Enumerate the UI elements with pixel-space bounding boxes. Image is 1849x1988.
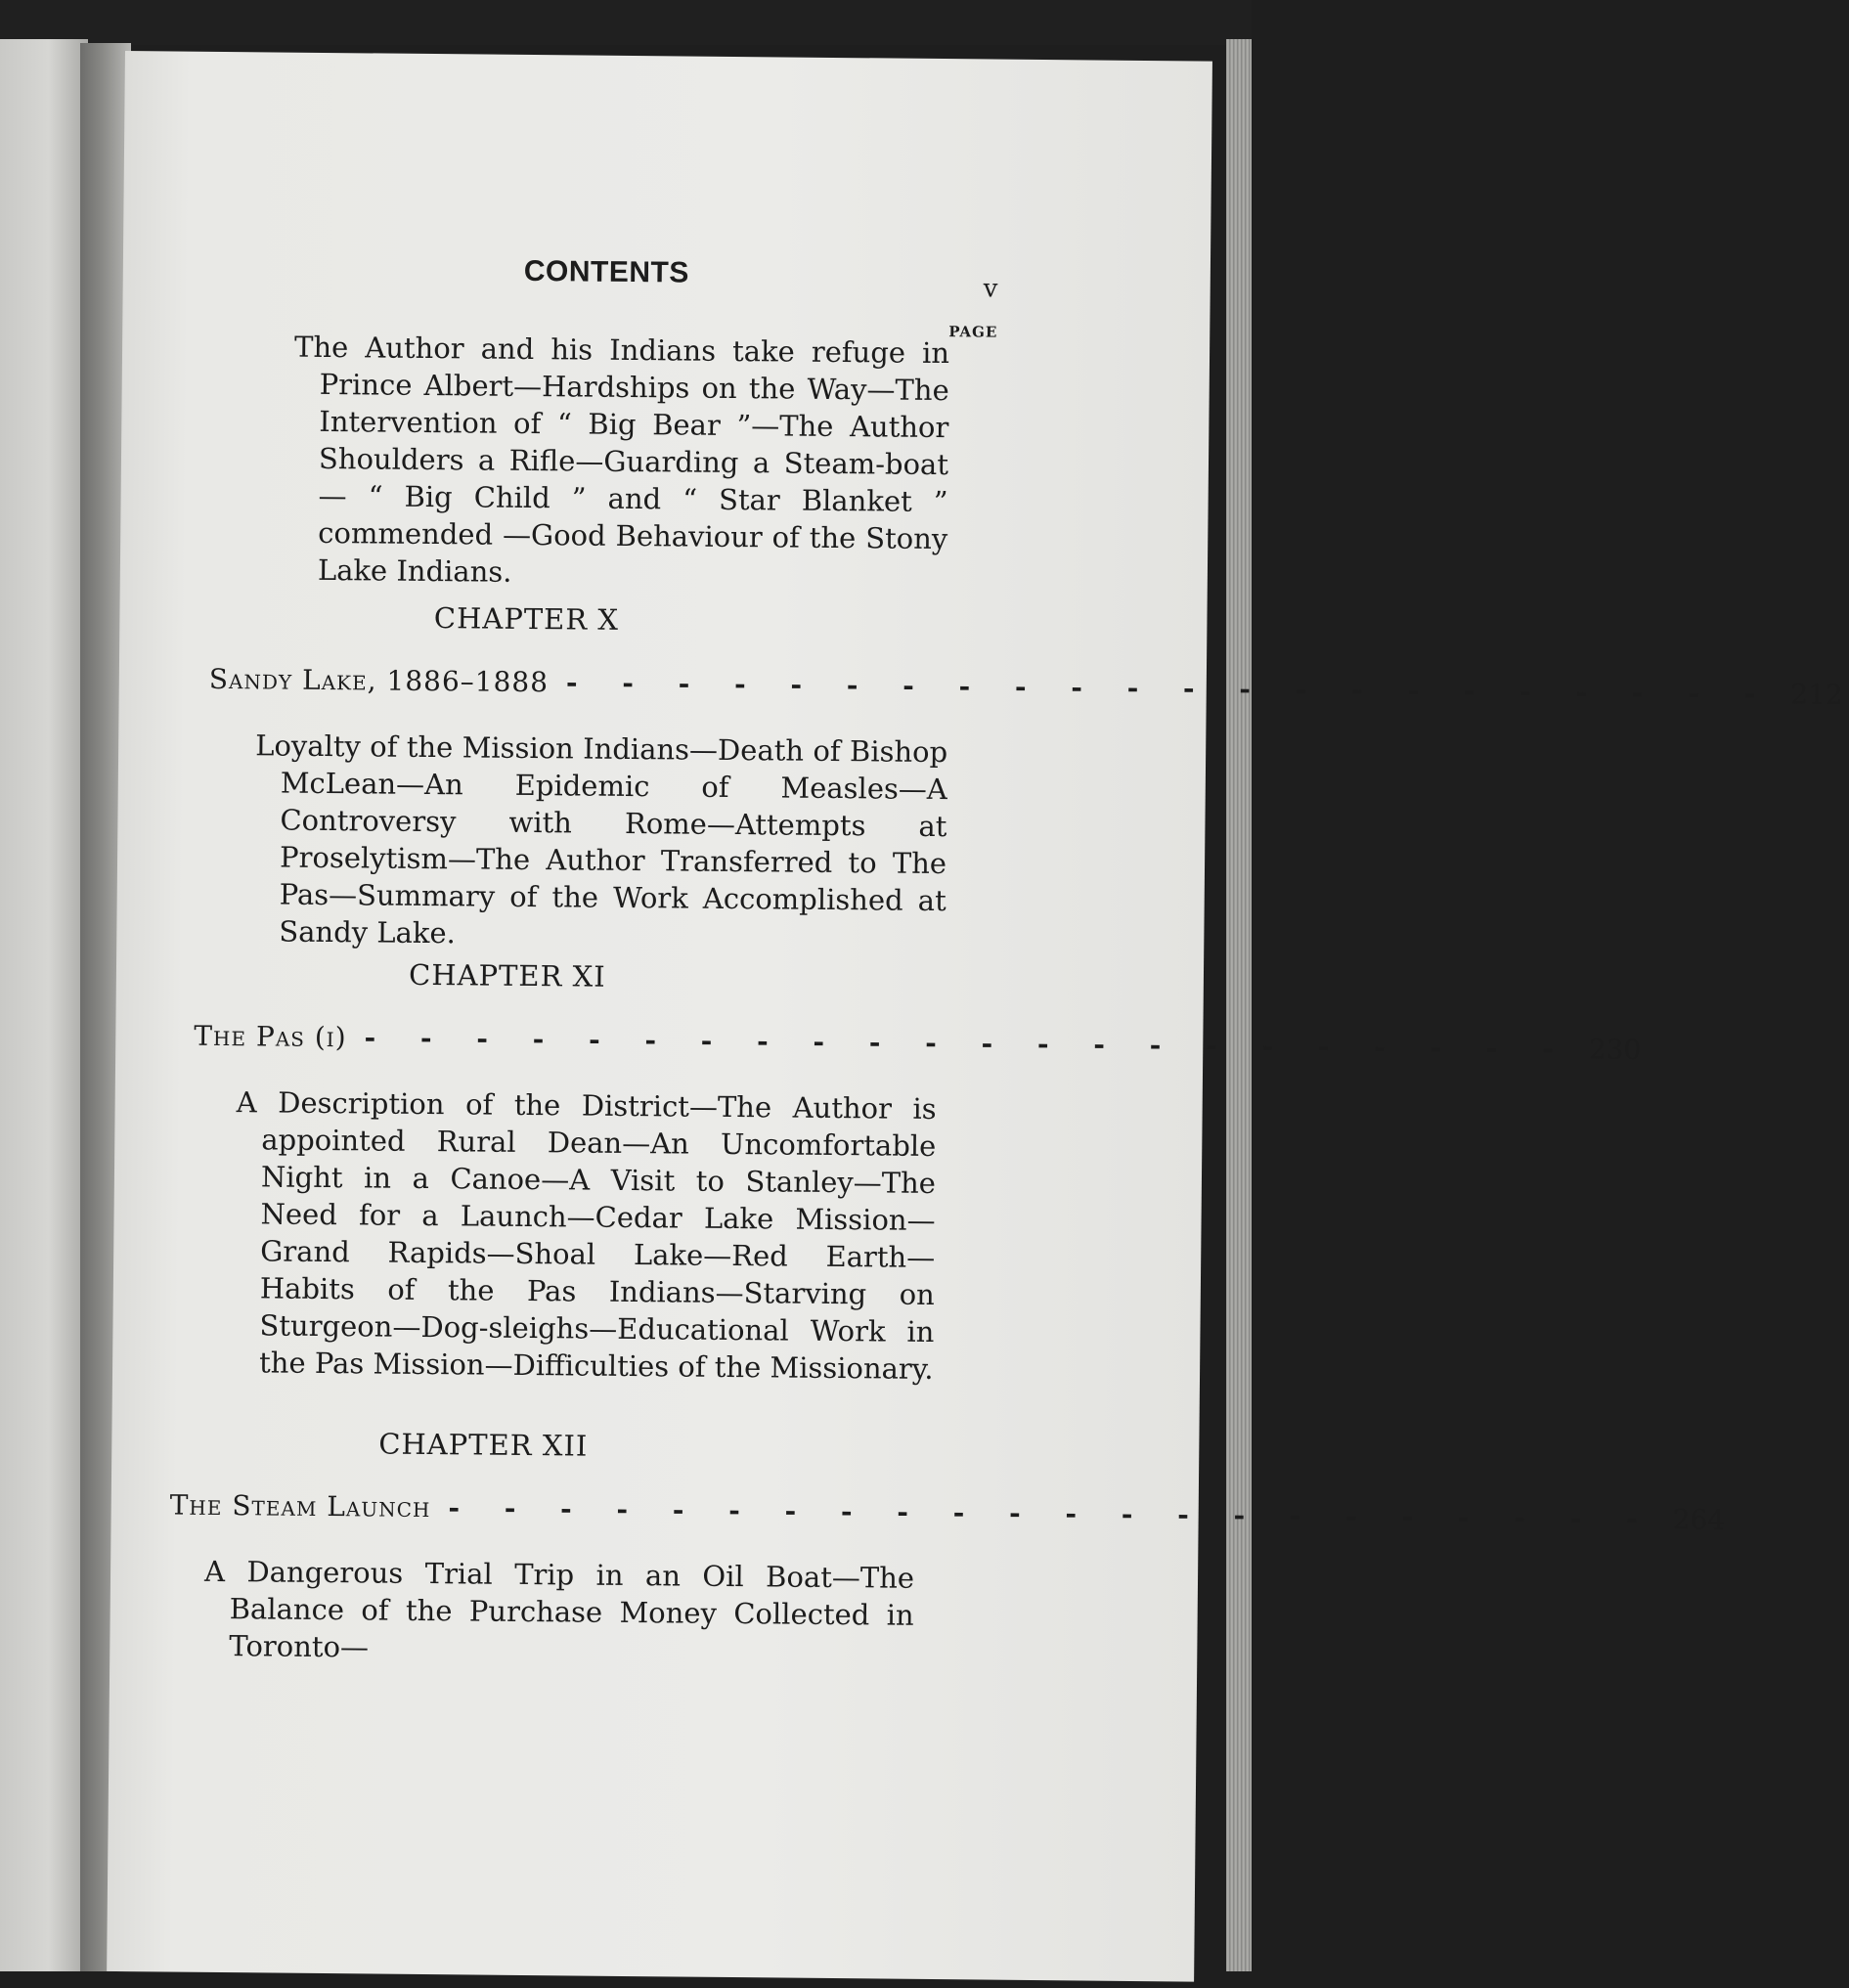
chapter-summary-text: A Description of the District—The Author is appointed Rural Dean—An Uncomfortable Night in a Canoe—A Visit to Stanley—The Need for a Launch—Cedar Lake Mission—Grand Rapids—Shoal Lake—Red Earth—Habits of the Pas Indians—Starving on Sturgeon—Dog-sleighs—Educational Work in the Pas Mission—Difficulties of the Missionary.: [236, 1085, 937, 1386]
continued-summary: [292, 329, 950, 595]
chapter-summary-text: Loyalty of the Mission Indians—Death of Bishop McLean—An Epidemic of Measles—A Controversy with Rome—Attempts at Proselytism—The Author Transferred to The Pas—Summary of the Work Accomplished at Sandy Lake.: [255, 729, 948, 950]
toc-entry-title: The Steam Launch: [169, 1488, 431, 1524]
toc-entry-xi[interactable]: [194, 1019, 1642, 1066]
leader-dots: - - - - - - - - - - - - - - - - - - - - - -: [448, 1491, 1655, 1536]
chapter-heading-xii: CHAPTER XII: [378, 1427, 589, 1463]
chapter-heading-xi: CHAPTER XI: [408, 957, 606, 994]
page-block-edge: [1226, 39, 1252, 1971]
folio: v: [983, 274, 998, 304]
toc-entry-title: The Pas (i): [194, 1019, 347, 1054]
running-head: CONTENTS: [523, 254, 690, 289]
book-page: [107, 51, 1843, 1982]
toc-entry-page: 212: [1790, 678, 1843, 711]
toc-entry-title: Sandy Lake, 1886–1888: [208, 662, 550, 699]
leader-dots: - - - - - - - - - - - - - - - - - - - - - -: [565, 666, 1774, 711]
leader-dots: - - - - - - - - - - - - - - - - - - - - - -: [364, 1021, 1572, 1066]
chapter-summary-xii: [203, 1553, 914, 1671]
chapter-summary-x: [253, 727, 947, 956]
chapter-summary-text: A Dangerous Trial Trip in an Oil Boat—The Balance of the Purchase Money Collected in Toronto—: [203, 1554, 915, 1664]
toc-entry-page: 230: [1588, 1033, 1642, 1066]
chapter-summary-xi: [234, 1083, 937, 1388]
background-top: [0, 0, 1252, 45]
toc-entry-page: 264: [1672, 1503, 1726, 1536]
toc-entry-x[interactable]: [208, 662, 1843, 711]
page-content: [107, 51, 1843, 1982]
chapter-heading-x: CHAPTER X: [433, 601, 620, 637]
page-column-label: PAGE: [948, 323, 998, 341]
facing-page-edge: [0, 39, 88, 1971]
continued-summary-text: The Author and his Indians take refuge in Prince Albert—Hardships on the Way—The Intervention of “ Big Bear ”—The Author Shoulders a Rifle—Guarding a Steam-boat— “ Big Child ” and “ Star Blanket ” commended —Good Behaviour of the Stony Lake Indians.: [293, 330, 950, 589]
toc-entry-xii[interactable]: [169, 1488, 1726, 1536]
